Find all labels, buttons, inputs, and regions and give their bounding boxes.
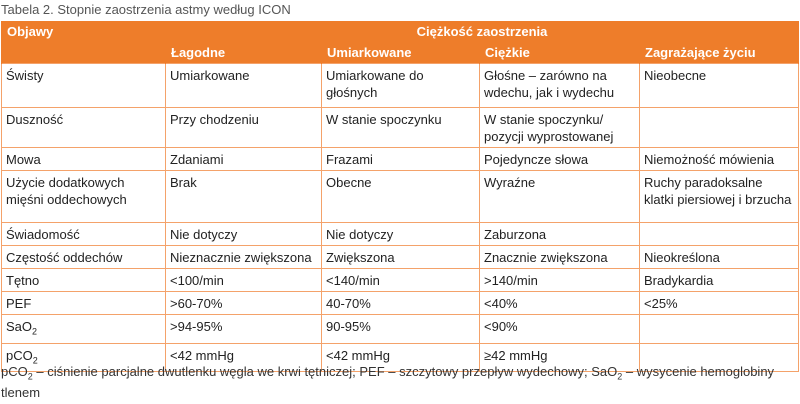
severity-cell: Nieobecne [640, 64, 799, 108]
severity-cell: >94-95% [166, 315, 322, 344]
symptom-cell: SaO$_2$ [2, 315, 166, 344]
severity-cell: Głośne – zarówno na wdechu, jak i wydechu [480, 64, 640, 108]
severity-cell: Niemożność mówienia [640, 148, 799, 171]
severity-cell: Znacznie zwiększona [480, 246, 640, 269]
symptom-cell: Duszność [2, 108, 166, 148]
symptom-cell: pCO$_2$ [2, 343, 166, 372]
header-severity-group: Ciężkość zaostrzenia [166, 21, 799, 42]
table-row [2, 223, 799, 246]
header-symptoms: Objawy [2, 21, 166, 42]
severity-cell: Nieokreślona [640, 246, 799, 269]
table-row [2, 108, 799, 148]
header-level-moderate: Umiarkowane [322, 42, 480, 64]
severity-cell [640, 108, 799, 148]
severity-cell: >140/min [480, 269, 640, 292]
severity-cell: Przy chodzeniu [166, 108, 322, 148]
severity-cell: Zaburzona [480, 223, 640, 246]
severity-cell: W stanie spoczynku [322, 108, 480, 148]
severity-cell: Nieznacznie zwiększona [166, 246, 322, 269]
header-empty [2, 42, 166, 64]
severity-cell: Wyraźne [480, 171, 640, 223]
table-row [2, 64, 799, 108]
asthma-exacerbation-table [1, 21, 799, 372]
severity-cell: ≥42 mmHg [480, 343, 640, 372]
severity-cell: Zdaniami [166, 148, 322, 171]
table-row [2, 148, 799, 171]
symptom-cell: PEF [2, 292, 166, 315]
severity-cell: Umiarkowane do głośnych [322, 64, 480, 108]
table-caption: Tabela 2. Stopnie zaostrzenia astmy według ICON [1, 2, 291, 17]
severity-cell: <25% [640, 292, 799, 315]
severity-cell: <40% [480, 292, 640, 315]
severity-cell: Brak [166, 171, 322, 223]
symptom-cell: Świsty [2, 64, 166, 108]
header-level-severe: Ciężkie [480, 42, 640, 64]
severity-cell: W stanie spoczynku/ pozycji wyprostowanej [480, 108, 640, 148]
severity-cell: Frazami [322, 148, 480, 171]
severity-cell: 90-95% [322, 315, 480, 344]
severity-cell: <90% [480, 315, 640, 344]
table-footnote: pCO$_2$ – ciśnienie parcjalne dwutlenku węgla we krwi tętniczej; PEF – szczytowy przepływ wydechowy; SaO$_2$ – wysycenie hemoglobiny tlenem [1, 364, 775, 400]
severity-cell: Nie dotyczy [322, 223, 480, 246]
severity-cell: Pojedyncze słowa [480, 148, 640, 171]
table-row [2, 171, 799, 223]
severity-cell: Ruchy paradoksalne klatki piersiowej i brzucha [640, 171, 799, 223]
severity-cell [640, 315, 799, 344]
header-row-levels [2, 42, 799, 64]
table-row [2, 246, 799, 269]
symptom-cell: Użycie dodatkowych mięśni oddechowych [2, 171, 166, 223]
severity-cell: Obecne [322, 171, 480, 223]
severity-cell: Nie dotyczy [166, 223, 322, 246]
symptom-cell: Tętno [2, 269, 166, 292]
symptom-cell: Świadomość [2, 223, 166, 246]
severity-cell [640, 223, 799, 246]
table-row [2, 292, 799, 315]
symptom-cell: Mowa [2, 148, 166, 171]
severity-cell: <100/min [166, 269, 322, 292]
table-row [2, 315, 799, 344]
table-row [2, 269, 799, 292]
severity-cell: <42 mmHg [166, 343, 322, 372]
header-level-mild: Łagodne [166, 42, 322, 64]
severity-cell: <140/min [322, 269, 480, 292]
severity-cell: <42 mmHg [322, 343, 480, 372]
symptom-cell: Częstość oddechów [2, 246, 166, 269]
severity-cell: 40-70% [322, 292, 480, 315]
severity-cell: >60-70% [166, 292, 322, 315]
severity-cell: Bradykardia [640, 269, 799, 292]
header-level-life-threatening: Zagrażające życiu [640, 42, 799, 64]
severity-cell: Zwiększona [322, 246, 480, 269]
header-row-main [2, 21, 799, 42]
severity-cell: Umiarkowane [166, 64, 322, 108]
